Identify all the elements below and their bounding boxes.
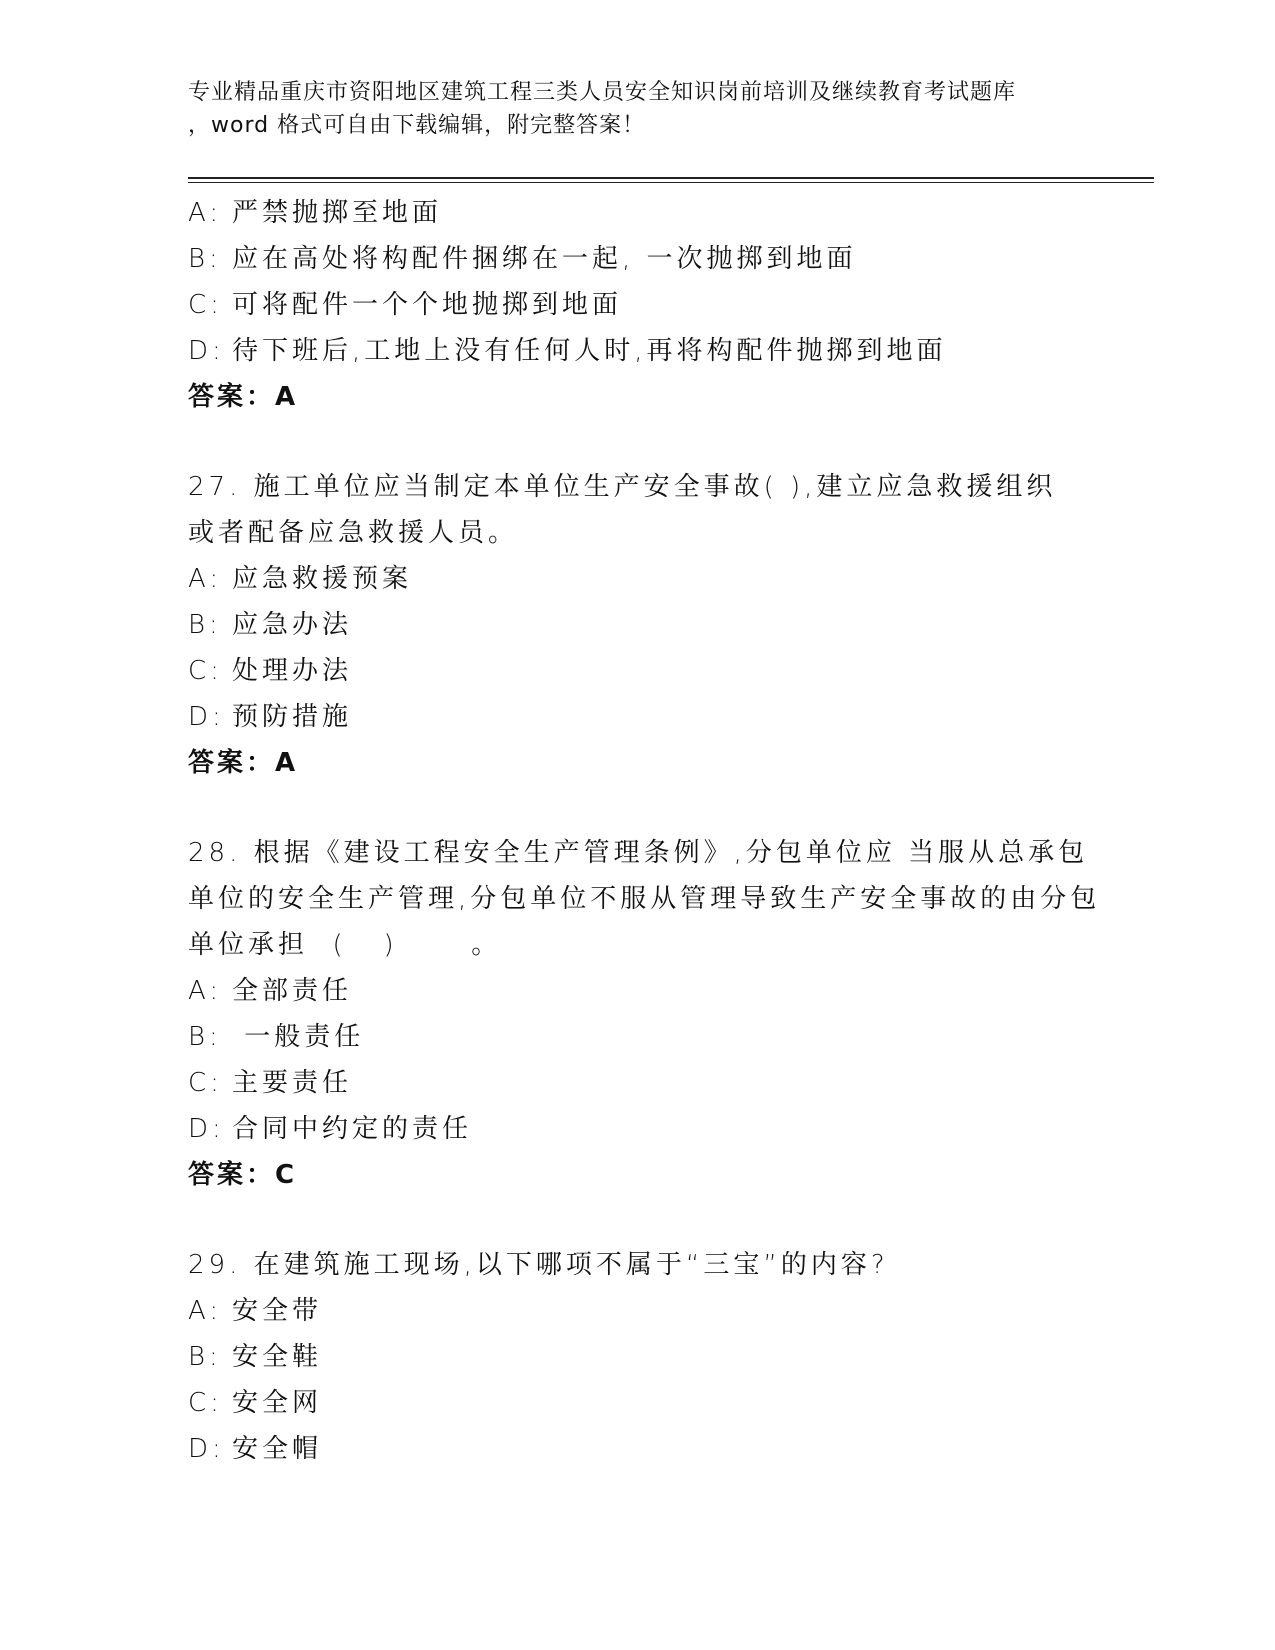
spacer (188, 420, 1128, 464)
option-a: A: 安全带 (188, 1296, 323, 1326)
option-a: A: 应急救援预案 (188, 564, 413, 594)
option-c: C: 可将配件一个个地抛掷到地面 (188, 290, 623, 320)
question-stem: 单位的安全生产管理,分包单位不服从管理导致生产安全事故的由分包 (188, 884, 1101, 914)
spacer (188, 1198, 1128, 1242)
spacer (188, 786, 1128, 830)
question-stem: 29. 在建筑施工现场,以下哪项不属于“三宝”的内容? (188, 1250, 889, 1280)
option-b: B: 应急办法 (188, 610, 353, 640)
option-c: C: 处理办法 (188, 656, 353, 686)
question-stem: 28. 根据《建设工程安全生产管理条例》,分包单位应 当服从总承包 (188, 838, 1089, 868)
answer: 答案：C (188, 1160, 298, 1190)
answer: 答案：A (188, 382, 299, 412)
option-a: A: 全部责任 (188, 976, 353, 1006)
question-26 (188, 190, 1128, 420)
option-d: D: 待下班后,工地上没有任何人时,再将构配件抛掷到地面 (188, 336, 947, 366)
option-c: C: 主要责任 (188, 1068, 353, 1098)
option-d: D: 安全帽 (188, 1434, 323, 1464)
header-divider-thick (188, 177, 1154, 179)
question-28 (188, 830, 1128, 1198)
option-c: C: 安全网 (188, 1388, 323, 1418)
option-b: B: 安全鞋 (188, 1342, 323, 1372)
question-stem: 或者配备应急救援人员。 (188, 518, 519, 548)
option-a: A: 严禁抛掷至地面 (188, 198, 443, 228)
answer: 答案：A (188, 748, 299, 778)
question-stem: 单位承担 ( ) 。 (188, 930, 502, 960)
option-d: D: 合同中约定的责任 (188, 1114, 473, 1144)
question-29 (188, 1242, 1128, 1472)
option-b: B: 一般责任 (188, 1022, 365, 1052)
option-b: B: 应在高处将构配件捆绑在一起, 一次抛掷到地面 (188, 244, 857, 274)
header-divider-thin (188, 182, 1154, 183)
question-27 (188, 464, 1128, 786)
question-stem: 27. 施工单位应当制定本单位生产安全事故( ),建立应急救援组织 (188, 472, 1057, 502)
document-header (188, 76, 1128, 142)
header-title-line2: ，word 格式可自由下载编辑，附完整答案！ (188, 113, 646, 138)
option-d: D: 预防措施 (188, 702, 353, 732)
question-content (188, 190, 1128, 1472)
header-title-line1: 专业精品重庆市资阳地区建筑工程三类人员安全知识岗前培训及继续教育考试题库 (188, 80, 1017, 105)
